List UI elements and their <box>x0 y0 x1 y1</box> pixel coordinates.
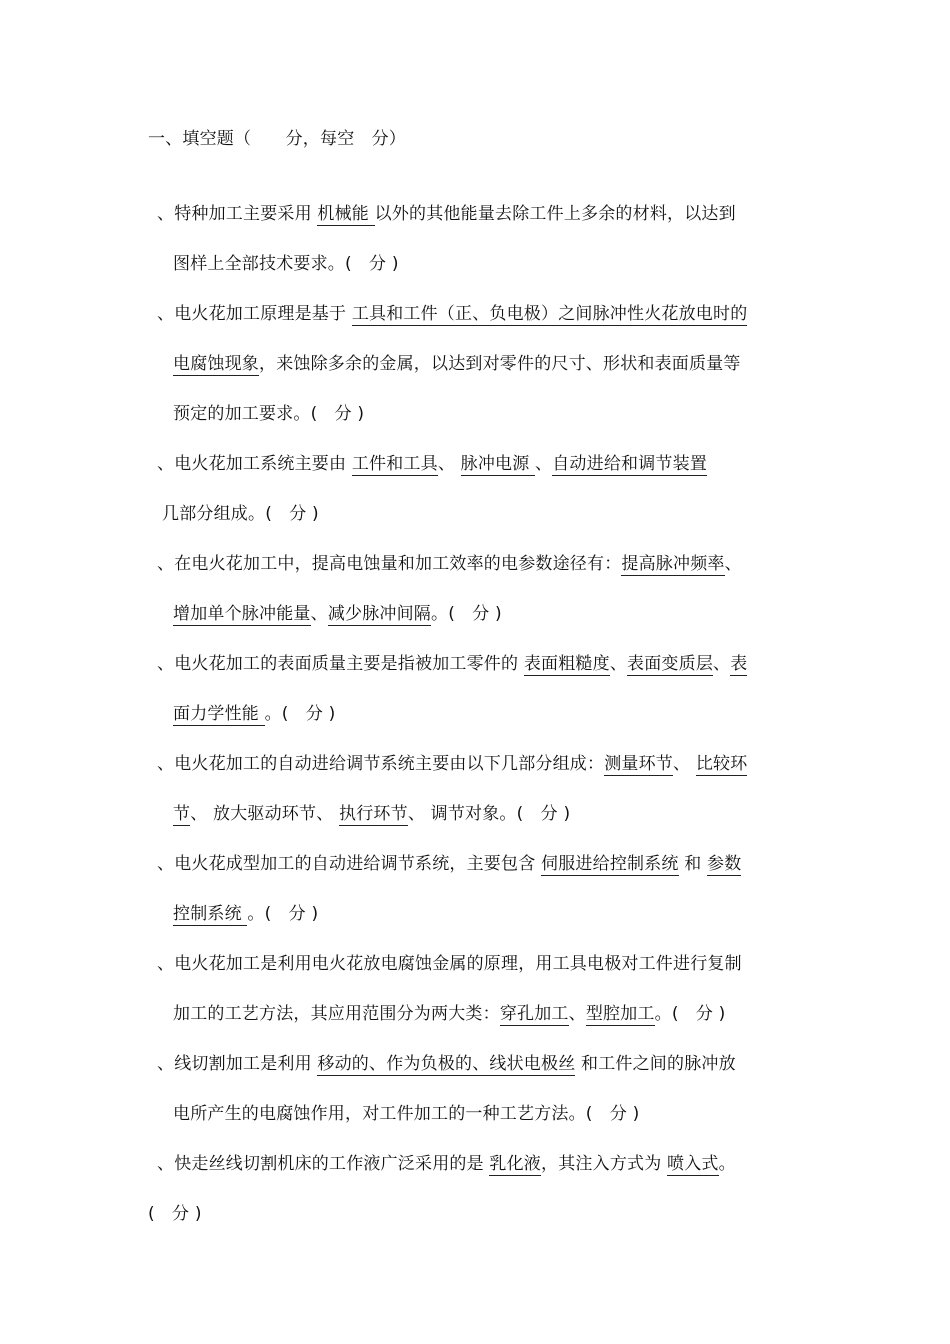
answer-blank: 移动的、作为负极的、线状电极丝 <box>317 1054 576 1074</box>
answer-blank: 执行环节 <box>339 804 408 824</box>
text-line <box>157 752 747 776</box>
text-line <box>157 952 742 976</box>
answer-blank: 工具和工件（正、负电极）之间脉冲性火花放电时的 <box>351 304 748 324</box>
text-line <box>157 452 707 476</box>
question-text: ( 分 ) <box>148 1204 202 1224</box>
answer-blank: 伺服进给控制系统 <box>541 854 679 874</box>
question-text: 电所产生的电腐蚀作用，对工件加工的一种工艺方法。( 分 ) <box>173 1104 640 1124</box>
question-text: 、 <box>724 554 742 574</box>
text-line <box>173 402 364 426</box>
question-text: 。( 分 ) <box>431 604 502 624</box>
answer-blank: 表面变质层 <box>627 654 714 674</box>
answer-blank: 喷入式 <box>667 1154 719 1174</box>
answer-blank: 脉冲电源 <box>460 454 536 474</box>
text-line <box>173 1002 726 1026</box>
answer-blank: 减少脉冲间隔 <box>327 604 432 624</box>
question-text: 、 <box>437 454 461 474</box>
question-text: 。( 分 ) <box>247 904 319 924</box>
question-text: 、 调节对象。( 分 ) <box>407 804 571 824</box>
question-text: 。 <box>718 1154 736 1174</box>
question-text: 几部分组成。( 分 ) <box>162 504 319 524</box>
answer-blank: 参数 <box>707 854 742 874</box>
question-text: 、电火花加工的自动进给调节系统主要由以下几部分组成： <box>157 754 605 774</box>
answer-blank: 表 <box>730 654 748 674</box>
answer-blank: 乳化液 <box>489 1154 542 1174</box>
question-text: 以外的其他能量去除工件上多余的材料，以达到 <box>374 204 736 224</box>
answer-blank: 测量环节 <box>604 754 674 774</box>
answer-blank: 型腔加工 <box>585 1004 655 1024</box>
text-line <box>173 902 318 926</box>
question-text: 、在电火花加工中，提高电蚀量和加工效率的电参数途径有： <box>157 554 622 574</box>
question-text: ，其注入方式为 <box>541 1154 668 1174</box>
question-text: 、电火花加工的表面质量主要是指被加工零件的 <box>157 654 524 674</box>
question-text: 、电火花成型加工的自动进给调节系统，主要包含 <box>157 854 542 874</box>
question-text: 加工的工艺方法，其应用范围分为两大类： <box>173 1004 500 1024</box>
answer-blank: 自动进给和调节装置 <box>552 454 708 474</box>
question-text: 和 <box>678 854 708 874</box>
question-text: 图样上全部技术要求。( 分 ) <box>173 254 399 274</box>
text-line <box>173 352 741 376</box>
answer-blank: 比较环 <box>695 754 748 774</box>
question-text: 、 <box>535 454 553 474</box>
question-text: 、电火花加工原理是基于 <box>157 304 352 324</box>
question-text: 、电火花加工是利用电火花放电腐蚀金属的原理，用工具电极对工件进行复制 <box>157 954 742 974</box>
answer-blank: 提高脉冲频率 <box>621 554 725 574</box>
answer-blank: 控制系统 <box>173 904 248 924</box>
answer-blank: 穿孔加工 <box>499 1004 569 1024</box>
question-text: 预定的加工要求。( 分 ) <box>173 404 365 424</box>
text-line <box>173 702 335 726</box>
question-text: 、电火花加工系统主要由 <box>157 454 352 474</box>
text-line <box>148 1202 202 1226</box>
question-text: 、 <box>568 1004 586 1024</box>
question-text: ，来蚀除多余的金属，以达到对零件的尺寸、形状和表面质量等 <box>259 354 741 374</box>
answer-blank: 电腐蚀现象 <box>173 354 259 374</box>
question-text: 、 放大驱动环节、 <box>190 804 340 824</box>
question-text: 、 <box>713 654 731 674</box>
text-line <box>157 652 747 676</box>
question-text: 、特种加工主要采用 <box>157 204 318 224</box>
question-text: 、 <box>310 604 328 624</box>
text-line <box>162 502 319 526</box>
answer-blank: 表面粗糙度 <box>523 654 610 674</box>
answer-blank: 节 <box>173 804 191 824</box>
question-text: 和工件之间的脉冲放 <box>575 1054 736 1074</box>
text-line <box>157 202 736 226</box>
question-text: 、 <box>673 754 696 774</box>
answer-blank: 面力学性能 <box>173 704 265 724</box>
text-line <box>157 852 741 876</box>
text-line <box>157 302 747 326</box>
text-line <box>173 1102 639 1126</box>
question-text: 。( 分 ) <box>654 1004 726 1024</box>
text-line <box>157 1052 736 1076</box>
question-text: 、快走丝线切割机床的工作液广泛采用的是 <box>157 1154 490 1174</box>
text-line <box>173 602 502 626</box>
answer-blank: 工件和工具 <box>351 454 438 474</box>
answer-blank: 机械能 <box>317 204 375 224</box>
section-title: 一、填空题（ 分，每空 分） <box>148 129 406 149</box>
text-line <box>157 1152 736 1176</box>
text-line <box>157 552 742 576</box>
text-line <box>173 802 570 826</box>
answer-blank: 增加单个脉冲能量 <box>173 604 311 624</box>
question-text: 。( 分 ) <box>264 704 336 724</box>
question-text: 、线切割加工是利用 <box>157 1054 318 1074</box>
text-line <box>173 252 399 276</box>
question-text: 、 <box>609 654 628 674</box>
